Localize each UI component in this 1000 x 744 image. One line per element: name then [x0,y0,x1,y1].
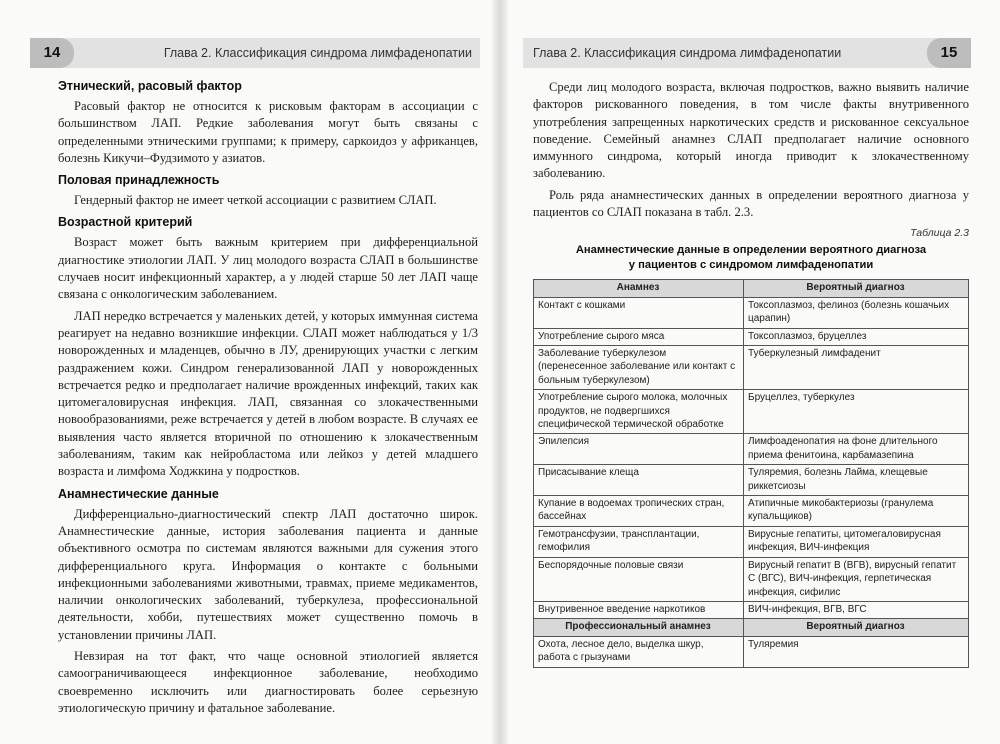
table-cell: Беспорядочные половые связи [534,557,744,601]
table-header-cell: Вероятный диагноз [744,619,969,636]
table-cell: Употребление сырого мяса [534,328,744,345]
table-cell: Туляремия [744,636,969,667]
table-header-cell: Анамнез [534,280,744,297]
section-heading: Анамнестические данные [58,486,219,501]
table-cell: Бруцеллез, туберкулез [744,390,969,434]
section-age [58,215,478,480]
table-row [534,557,969,601]
table-cell: Охота, лесное дело, выделка шкур, работа с грызунами [534,636,744,667]
table-row [534,328,969,345]
paragraph: Невзирая на тот факт, что чаще основной этиологией является самоограничивающееся инфекционное заболевание, необходимо своевременно исключить или диагностировать более серьезную этиологическую причину и фатальное заболевание. [58,649,478,715]
table-cell: Туберкулезный лимфаденит [744,346,969,390]
right-page-content [533,79,969,668]
table-cell: Заболевание туберкулезом (перенесенное заболевание или контакт с больным туберкулезом) [534,346,744,390]
table-title [533,243,969,273]
right-page [508,0,1000,744]
table-title-line: Анамнестические данные в определении вероятного диагноза [575,244,927,257]
section-heading: Половая принадлежность [58,173,220,188]
table-header-row [534,280,969,297]
table-cell: Эпилепсия [534,434,744,465]
page-number: 15 [927,38,971,68]
table-cell: Внутривенное введение наркотиков [534,601,744,618]
table-cell: Употребление сырого молока, молочных продуктов, не подвергшихся специфической термической обработке [534,390,744,434]
table-row [534,465,969,496]
paragraph: ЛАП нередко встречается у маленьких детей, у которых иммунная система реагирует на недавно возникшие инфекции. СЛАП может наблюдаться у 1/3 новорожденных и младенцев, обычно в ЛУ, дренирующих участки с легким раздражением кожи. Синдром генерализованной ЛАП у новорожденных встречается редко и предполагает наличие врожденных инфекций, таких как цитомегаловирусная инфекция. ЛАП, связанная со злокачественными новообразованиями, реже встречается у детей в любом возрасте. В случаях ее выявления часто является вторичной по отношению к злокачественным заболеваниям, таким как нейробластома или лейкоз у детей младшего возраста и лимфома Ходжкина у подростков. [58,308,478,479]
running-header-title: Глава 2. Классификация синдрома лимфаденопатии [163,46,472,60]
table-row [534,434,969,465]
right-page-header [523,38,971,68]
table-row [534,297,969,328]
left-page-header [30,38,480,68]
table-row [534,346,969,390]
table-cell: Гемотрансфузии, трансплантации, гемофилия [534,526,744,557]
table-cell: Атипичные микобактериозы (гранулема купальщиков) [744,496,969,527]
running-header-title: Глава 2. Классификация синдрома лимфаденопатии [533,46,842,60]
table-row [534,636,969,667]
paragraph: Дифференциально-диагностический спектр ЛАП достаточно широк. Анамнестические данные, история заболевания пациента и данные объективного осмотра по системам являются важными для сужения этого дифференциального круга. Информация о контакте с больными инфекционными заболеваниями животными, травмах, приеме медикаментов, наличии онкологических заболеваний, туберкулеза, профессиональной деятельности, хобби, путешествиях может существенно помочь в установлении причины ЛАП. [58,506,478,642]
table-body [534,297,969,619]
table-title-line: у пациентов с синдромом лимфаденопатии [628,259,874,272]
table-cell: Купание в водоемах тропических стран, бассейнах [534,496,744,527]
paragraph: Гендерный фактор не имеет четкой ассоциации с развитием СЛАП. [74,193,437,208]
paragraph: Роль ряда анамнестических данных в определении вероятного диагноза у пациентов со СЛАП показана в табл. 2.3. [533,187,969,220]
paragraph: Расовый фактор не относится к рисковым факторам в ассоциации с большинством ЛАП. Редкие заболевания могут быть связаны с определенными этническими группами; к примеру, саркоидоз у африканцев, болезнь Кикучи–Фудзимото у азиатов. [58,99,478,165]
section-gender [58,173,478,209]
table-cell: Вирусный гепатит В (ВГВ), вирусный гепатит С (ВГС), ВИЧ-инфекция, герпетическая инфекция, сифилис [744,557,969,601]
table-row [534,526,969,557]
table-cell: Токсоплазмоз, бруцеллез [744,328,969,345]
section-anamnesis [58,487,478,718]
table-cell: Токсоплазмоз, фелиноз (болезнь кошачьих царапин) [744,297,969,328]
table-cell: Туляремия, болезнь Лайма, клещевые риккетсиозы [744,465,969,496]
left-page [0,0,492,744]
anamnesis-table [533,279,969,667]
table-row [534,601,969,618]
table-header-cell: Вероятный диагноз [744,280,969,297]
book-gutter [492,0,508,744]
table-header-row [534,619,969,636]
left-page-content [58,79,478,721]
page-number: 14 [30,38,74,68]
table-cell: Лимфоаденопатия на фоне длительного приема фенитоина, карбамазепина [744,434,969,465]
table-cell: Присасывание клеща [534,465,744,496]
table-cell: Вирусные гепатиты, цитомегаловирусная инфекция, ВИЧ-инфекция [744,526,969,557]
table-body [534,636,969,667]
section-heading: Возрастной критерий [58,215,193,230]
table-header-cell: Профессиональный анамнез [534,619,744,636]
table-row [534,496,969,527]
paragraph: Среди лиц молодого возраста, включая подростков, важно выявить наличие факторов рискованного поведения, в том числе факты внутривенного употребления запрещенных наркотических средств и рискованное сексуальное поведение. Семейный анамнез СЛАП предполагает наличие основного иммунного синдрома, который иногда приводит к злокачественному заболеванию. [533,80,969,181]
table-row [534,390,969,434]
section-heading: Этнический, расовый фактор [58,79,242,93]
table-cell: Контакт с кошками [534,297,744,328]
section-ethnic [58,79,478,167]
table-cell: ВИЧ-инфекция, ВГВ, ВГС [744,601,969,618]
paragraph: Возраст может быть важным критерием при дифференциальной диагностике этиологии ЛАП. У лиц молодого возраста СЛАП в большинстве случаев носит инфекционный характер, а у людей старше 50 лет ЛАП чаще связана с онкологическим заболеванием. [58,235,478,302]
table-caption: Таблица 2.3 [910,227,969,240]
